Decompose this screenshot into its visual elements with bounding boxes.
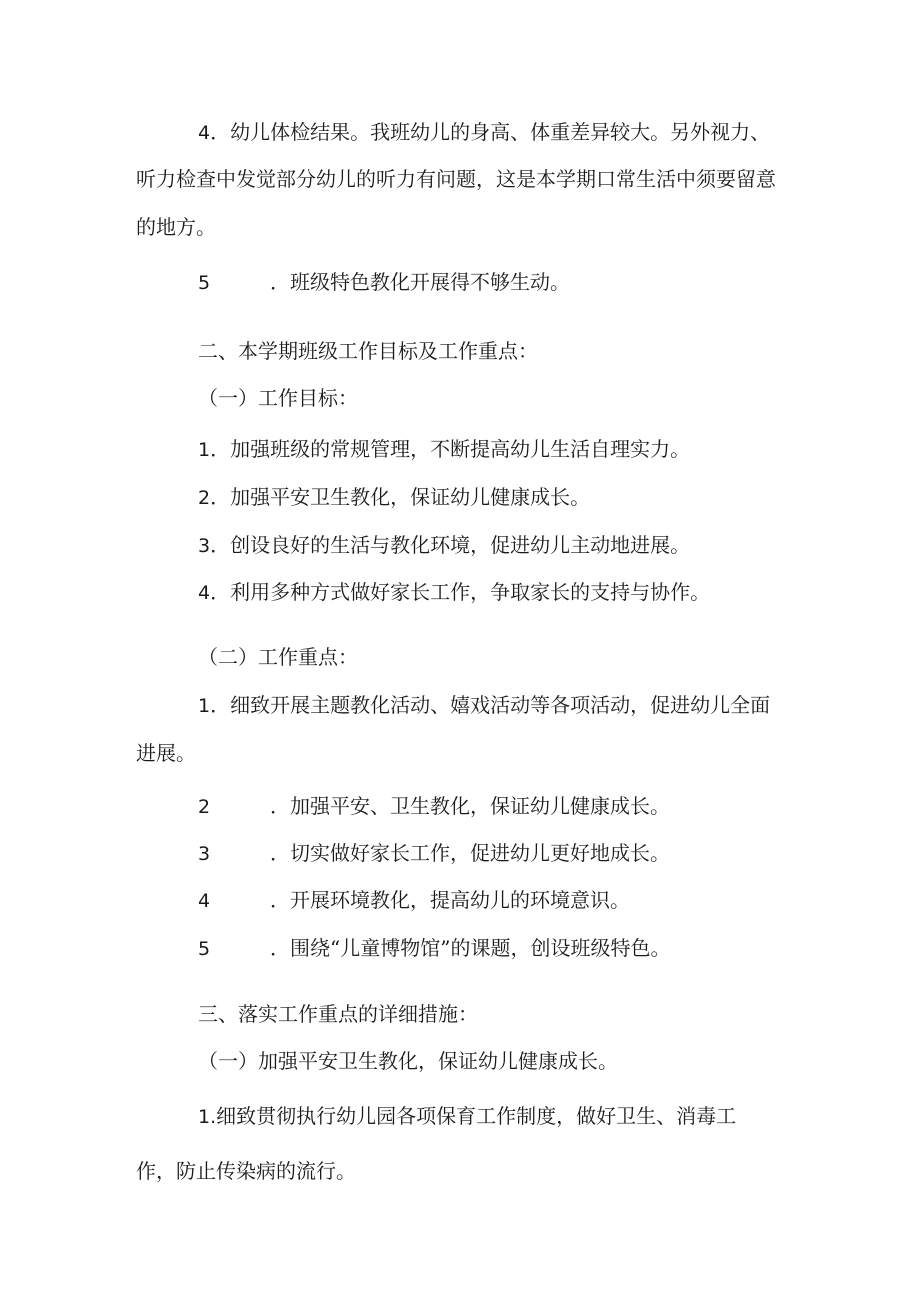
list-item <box>198 532 690 559</box>
item-number: 4 <box>198 122 211 144</box>
item-number: 2 <box>198 796 211 818</box>
item-number: 3 <box>198 535 211 557</box>
item-number: 5 <box>198 938 211 960</box>
list-item <box>198 484 590 511</box>
item-text: ．细致开展主题教化活动、嬉戏活动等各项活动，促进幼儿全面 <box>210 693 771 717</box>
item-text: ．切实做好家长工作，促进幼儿更好地成长。 <box>270 841 670 865</box>
item-number: 4 <box>198 890 211 912</box>
subsection-title: （二）工作重点： <box>198 645 358 669</box>
item-text: ．加强平安卫生教化，保证幼儿健康成长。 <box>210 485 591 509</box>
item-number: 5 <box>198 272 211 294</box>
item-text: ．创设良好的生活与教化环境，促进幼儿主动地进展。 <box>210 533 691 557</box>
item-number: 1. <box>198 1106 217 1128</box>
item-text: ．班级特色教化开展得不够生动。 <box>270 270 570 294</box>
item-text: ．加强平安、卫生教化，保证幼儿健康成长。 <box>270 794 670 818</box>
list-item <box>198 436 690 463</box>
item-number: 3 <box>198 843 211 865</box>
subsection-title: （一）工作目标： <box>198 386 358 410</box>
item-number: 4 <box>198 582 211 604</box>
item-text: ．加强班级的常规管理，不断提高幼儿生活自理实力。 <box>210 437 691 461</box>
item-text: ．利用多种方式做好家长工作，争取家长的支持与协作。 <box>210 580 711 604</box>
paragraph-continuation: 听力检查中发觉部分幼儿的听力有问题，这是本学期口常生活中须要留意 <box>136 167 776 191</box>
section-heading: 三、落实工作重点的详细措施： <box>198 1002 478 1026</box>
list-item <box>198 579 710 606</box>
paragraph-continuation: 进展。 <box>136 741 196 765</box>
list-item <box>198 119 770 146</box>
list-item <box>198 1103 736 1130</box>
item-text: 细致贯彻执行幼儿园各项保育工作制度，做好卫生、消毒工 <box>216 1104 737 1128</box>
paragraph-continuation: 的地方。 <box>136 215 216 239</box>
list-item <box>198 692 770 719</box>
item-text: ．开展环境教化，提高幼儿的环境意识。 <box>270 888 630 912</box>
item-number: 1 <box>198 695 211 717</box>
item-number: 2 <box>198 487 211 509</box>
paragraph-continuation: 作，防止传染病的流行。 <box>136 1159 356 1183</box>
item-number: 1 <box>198 439 211 461</box>
section-heading: 二、本学期班级工作目标及工作重点： <box>198 339 538 363</box>
item-text: ．幼儿体检结果。我班幼儿的身高、体重差异较大。另外视力、 <box>210 120 771 144</box>
subsection-title: （一）加强平安卫生教化，保证幼儿健康成长。 <box>198 1049 618 1073</box>
item-text: ．围绕“儿童博物馆”的课题，创设班级特色。 <box>270 936 671 960</box>
